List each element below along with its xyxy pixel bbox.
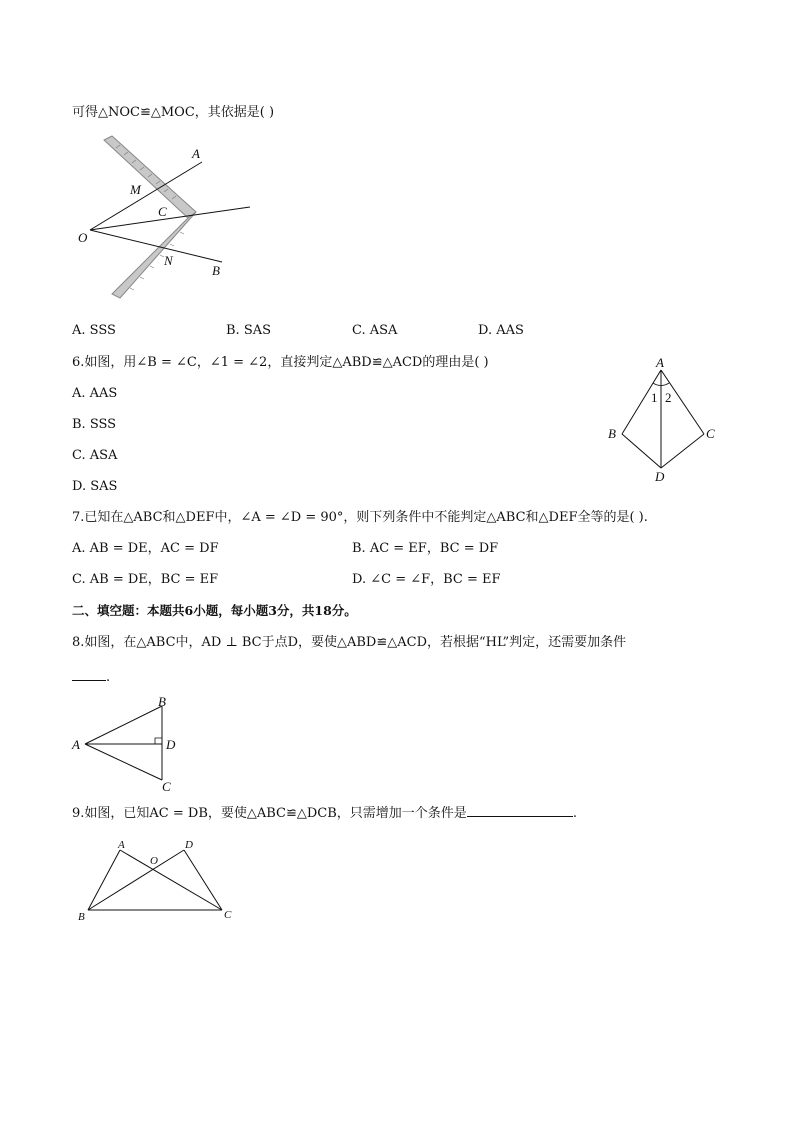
q9-figure: [72, 836, 242, 926]
q9-tail: .: [572, 806, 577, 821]
label-M: M: [130, 182, 141, 197]
q8-stem: 8.如图，在△ABC中，AD ⊥ BC于点D，要使△ABD≌△ACD，若根据“HL”判定，还需要加条件: [72, 635, 627, 650]
label-A: A: [656, 355, 664, 370]
q5-option-d[interactable]: D. AAS: [478, 323, 524, 338]
q9-stem-line: [72, 802, 577, 823]
section-heading: 二、填空题：本题共6小题，每小题3分，共18分。: [72, 603, 357, 618]
label-O: O: [150, 855, 158, 867]
label-A: A: [72, 737, 80, 752]
label-A: A: [192, 146, 200, 161]
q8-answer-line: [72, 666, 110, 687]
q6-option-a[interactable]: A. AAS: [72, 386, 118, 401]
label-D: D: [166, 737, 176, 752]
q6-option-c[interactable]: C. ASA: [72, 448, 118, 463]
label-B: B: [78, 911, 85, 923]
label-1: 1: [651, 390, 658, 405]
q6-figure: [600, 356, 740, 486]
label-C: C: [162, 779, 171, 794]
label-O: O: [78, 230, 88, 245]
q8-tail: .: [106, 670, 111, 685]
q5-figure: [70, 132, 270, 302]
label-D: D: [655, 469, 665, 484]
q6-stem: 6.如图，用∠B = ∠C，∠1 = ∠2，直接判定△ABD≌△ACD的理由是( ): [72, 355, 489, 370]
q7-option-b[interactable]: B. AC = EF，BC = DF: [352, 541, 499, 556]
ray-OC: [90, 207, 250, 230]
label-B: B: [158, 694, 166, 709]
q5-option-c[interactable]: C. ASA: [352, 323, 398, 338]
q7-option-a[interactable]: A. AB = DE，AC = DF: [72, 541, 219, 556]
q6-option-b[interactable]: B. SSS: [72, 417, 117, 432]
label-N: N: [164, 253, 173, 268]
q5-stem: 可得△NOC≌△MOC，其依据是( ): [72, 105, 275, 120]
ruler-upper: [104, 136, 196, 218]
label-A: A: [118, 839, 125, 851]
q7-option-c[interactable]: C. AB = DE，BC = EF: [72, 572, 219, 587]
q6-option-d[interactable]: D. SAS: [72, 479, 118, 494]
label-C: C: [224, 909, 232, 921]
label-2: 2: [665, 390, 672, 405]
q7-stem: 7.已知在△ABC和△DEF中，∠A = ∠D = 90°，则下列条件中不能判定△ABC和△DEF全等的是( ).: [72, 510, 648, 525]
q5-option-b[interactable]: B. SAS: [226, 323, 272, 338]
q7-option-d[interactable]: D. ∠C = ∠F，BC = EF: [352, 572, 501, 587]
q8-answer-blank[interactable]: [72, 666, 106, 681]
label-B: B: [608, 426, 616, 441]
q9-stem: 9.如图，已知AC = DB，要使△ABC≌△DCB，只需增加一个条件是: [72, 806, 467, 821]
label-C: C: [158, 204, 167, 219]
q8-figure: [70, 694, 200, 794]
label-C: C: [706, 426, 715, 441]
label-B: B: [212, 263, 220, 278]
q9-answer-blank[interactable]: [467, 802, 573, 817]
label-D: D: [185, 839, 193, 851]
q5-option-a[interactable]: A. SSS: [72, 323, 116, 338]
